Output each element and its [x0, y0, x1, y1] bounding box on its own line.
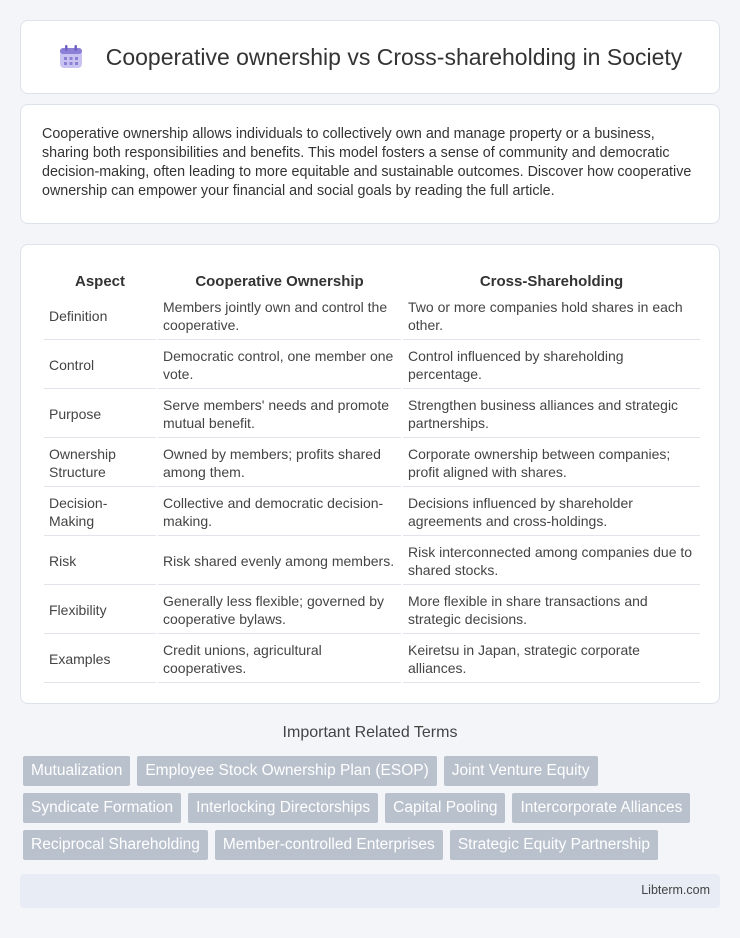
tag-reciprocal-shareholding[interactable]: Reciprocal Shareholding	[23, 830, 208, 860]
intro-text: Cooperative ownership allows individuals to collectively own and manage property or a business, sharing both responsibilities and benefits. This model fosters a sense of community and democratic decision-making, often leading to more equitable and sustainable outcomes. Discover how cooperative ownership can empower your financial and social goals by reading the full article.	[42, 126, 692, 199]
cell-cross: Control influenced by shareholding percentage.	[403, 342, 700, 389]
table-row	[44, 440, 700, 487]
page-title: Cooperative ownership vs Cross-shareholding in Society	[105, 43, 683, 70]
cell-cross: Two or more companies hold shares in each other.	[403, 293, 700, 340]
cell-cross: Corporate ownership between companies; profit aligned with shares.	[403, 440, 700, 487]
cell-cross: Strengthen business alliances and strategic partnerships.	[403, 391, 700, 438]
column-header-aspect: Aspect	[74, 273, 126, 290]
tag-mutualization[interactable]: Mutualization	[23, 756, 130, 786]
cell-cross: More flexible in share transactions and strategic decisions.	[403, 587, 700, 634]
cell-cooperative: Democratic control, one member one vote.	[158, 342, 401, 389]
cell-aspect: Flexibility	[44, 587, 156, 634]
table-row	[44, 489, 700, 536]
tag-row	[23, 830, 723, 860]
cell-cooperative: Owned by members; profits shared among them.	[158, 440, 401, 487]
comparison-table	[42, 265, 702, 685]
cell-aspect: Risk	[44, 538, 156, 585]
comparison-table-card	[20, 244, 720, 704]
related-terms	[23, 756, 723, 867]
cell-cross: Decisions influenced by shareholder agreements and cross-holdings.	[403, 489, 700, 536]
tag-joint-venture-equity[interactable]: Joint Venture Equity	[444, 756, 598, 786]
table-row	[44, 587, 700, 634]
cell-aspect: Examples	[44, 636, 156, 683]
tag-row	[23, 793, 723, 823]
table-row	[44, 342, 700, 389]
cell-cooperative: Serve members' needs and promote mutual benefit.	[158, 391, 401, 438]
cell-cross: Risk interconnected among companies due to shared stocks.	[403, 538, 700, 585]
cell-cooperative: Collective and democratic decision-making.	[158, 489, 401, 536]
tag-strategic-equity-partnership[interactable]: Strategic Equity Partnership	[450, 830, 658, 860]
cell-cooperative: Generally less flexible; governed by cooperative bylaws.	[158, 587, 401, 634]
column-header-cross: Cross-Shareholding	[479, 273, 624, 290]
calendar-icon	[58, 44, 84, 70]
table-row	[44, 538, 700, 585]
table-row	[44, 636, 700, 683]
column-header-cooperative: Cooperative Ownership	[195, 273, 364, 290]
tag-interlocking-directorships[interactable]: Interlocking Directorships	[188, 793, 378, 823]
table-row	[44, 293, 700, 340]
header-card	[20, 20, 720, 94]
footer-link[interactable]: Libterm.com	[641, 883, 710, 897]
cell-aspect: Control	[44, 342, 156, 389]
related-terms-title: Important Related Terms	[282, 724, 458, 741]
cell-cooperative: Credit unions, agricultural cooperatives.	[158, 636, 401, 683]
tag-intercorporate-alliances[interactable]: Intercorporate Alliances	[512, 793, 690, 823]
cell-cooperative: Members jointly own and control the cooperative.	[158, 293, 401, 340]
cell-aspect: Purpose	[44, 391, 156, 438]
tag-syndicate-formation[interactable]: Syndicate Formation	[23, 793, 181, 823]
cell-cooperative: Risk shared evenly among members.	[158, 538, 401, 585]
table-header-row	[44, 267, 700, 291]
footer	[20, 874, 720, 908]
tag-esop[interactable]: Employee Stock Ownership Plan (ESOP)	[137, 756, 436, 786]
cell-aspect: Definition	[44, 293, 156, 340]
intro-card	[20, 104, 720, 224]
tag-row	[23, 756, 723, 786]
cell-aspect: Decision-Making	[44, 489, 156, 536]
tag-member-controlled-enterprises[interactable]: Member-controlled Enterprises	[215, 830, 443, 860]
table-row	[44, 391, 700, 438]
tag-capital-pooling[interactable]: Capital Pooling	[385, 793, 505, 823]
cell-cross: Keiretsu in Japan, strategic corporate alliances.	[403, 636, 700, 683]
cell-aspect: Ownership Structure	[44, 440, 156, 487]
